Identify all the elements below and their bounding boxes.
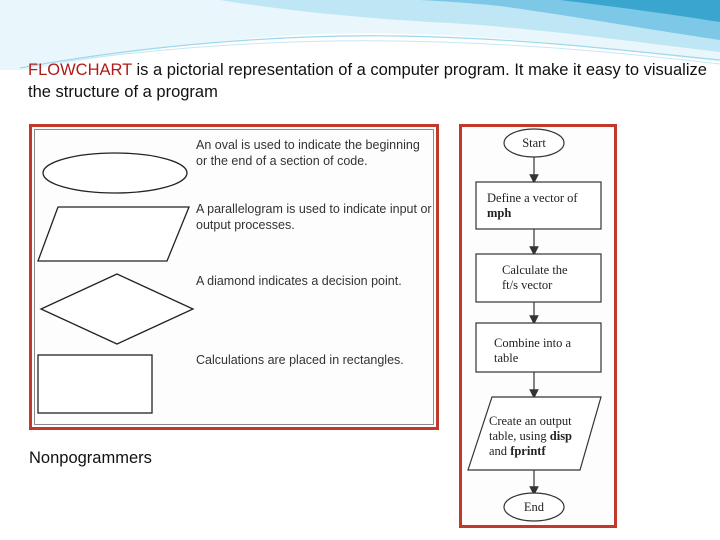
define-label xyxy=(487,191,599,221)
output-label-line-3 xyxy=(489,444,597,459)
output-label-line-3-keyword: fprintf xyxy=(510,444,546,458)
parallelogram-description: A parallelogram is used to indicate input or output processes. xyxy=(196,202,432,232)
parallelogram-shape xyxy=(36,205,196,265)
start-label: Start xyxy=(522,136,546,150)
combine-label-line-2: table xyxy=(494,351,519,365)
combine-label-line-1: Combine into a xyxy=(494,336,572,350)
intro-paragraph xyxy=(28,59,708,103)
calculate-label xyxy=(502,263,598,293)
combine-label xyxy=(494,336,598,366)
output-label-line-3-text: and xyxy=(489,444,511,458)
output-label-line-1: Create an output xyxy=(489,414,572,428)
oval-description: An oval is used to indicate the beginning or the end of a section of code. xyxy=(196,138,420,168)
output-label-line-2 xyxy=(489,429,597,444)
output-label-line-2-text: table, using xyxy=(489,429,550,443)
rectangle-shape xyxy=(36,353,156,417)
diamond-description: A diamond indicates a decision point. xyxy=(196,274,402,288)
diamond-shape xyxy=(37,272,197,347)
output-label xyxy=(489,414,597,459)
flowchart-panel xyxy=(459,124,617,528)
intro-keyword: FLOWCHART xyxy=(28,61,132,79)
rectangle-description: Calculations are placed in rectangles. xyxy=(196,353,404,367)
calculate-label-line-1: Calculate the xyxy=(502,263,568,277)
flowchart-diagram xyxy=(462,127,614,525)
intro-text: is a pictorial representation of a computer program. It make it easy to visualize the structure of a program xyxy=(28,61,707,101)
legend-panel xyxy=(29,124,439,430)
define-label-line-2: mph xyxy=(487,206,512,220)
output-label-line-2-keyword: disp xyxy=(549,429,573,443)
caption-text: Nonpogrammers xyxy=(29,449,152,467)
calculate-label-line-2: ft/s vector xyxy=(502,278,553,292)
end-label: End xyxy=(523,500,545,514)
define-label-line-1: Define a vector of xyxy=(487,191,578,205)
oval-shape xyxy=(38,149,193,199)
